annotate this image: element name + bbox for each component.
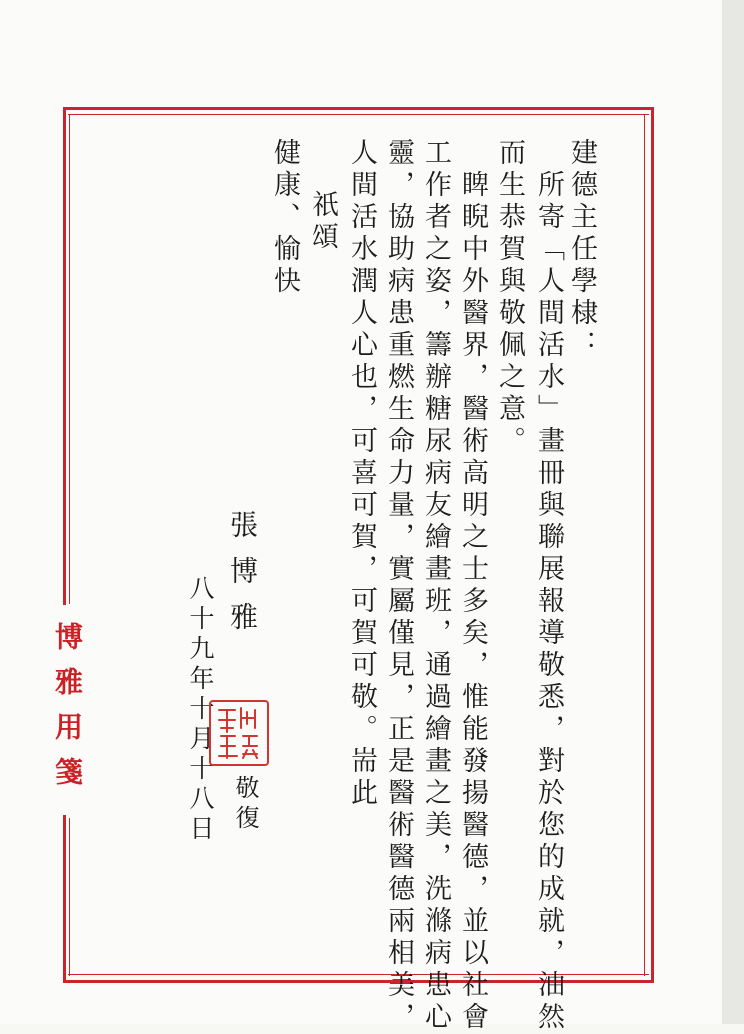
letter-line: 而生恭賀與敬佩之意。 [494, 138, 525, 458]
frame-border-right [651, 107, 654, 983]
letter-date: 八十九年十月十八日 [186, 575, 215, 845]
page-edge-shadow [722, 0, 744, 1024]
letter-line: 睥睨中外醫界，醫術高明之士多矣，惟能發揚醫德，並以社會 [457, 170, 488, 1034]
letter-salutation: 建德主任學棣： [566, 138, 597, 362]
frame-border-left-upper-inner [69, 114, 70, 604]
letter-line: 靈，協助病患重燃生命力量，實屬僅見，正是醫術醫德兩相美， [383, 138, 414, 1034]
frame-border-top [63, 107, 654, 110]
frame-border-right-inner [644, 114, 645, 976]
letter-line: 健康、愉快 [269, 138, 300, 298]
closing-phrase: 敬復 [231, 775, 259, 835]
seal-stamp [209, 700, 269, 766]
frame-border-left-upper [63, 107, 66, 605]
frame-border-left-lower-inner [69, 818, 70, 976]
letter-line: 工作者之姿，籌辦糖尿病友繪畫班，通過繪畫之美，洗滌病患心 [420, 138, 451, 1034]
letter-line: 祇頌 [307, 190, 338, 254]
letter-line: 人間活水潤人心也，可喜可賀，可賀可敬。耑此 [346, 138, 377, 810]
frame-border-top-inner [68, 114, 649, 115]
letter-line: 所寄「人間活水」畫冊與聯展報導敬悉，對於您的成就，油然 [533, 170, 564, 1034]
stationery-label: 博雅用箋 [51, 622, 84, 802]
sender-name: 張博雅 [226, 510, 259, 648]
frame-border-bottom [63, 980, 654, 983]
frame-border-left-lower [63, 815, 66, 983]
